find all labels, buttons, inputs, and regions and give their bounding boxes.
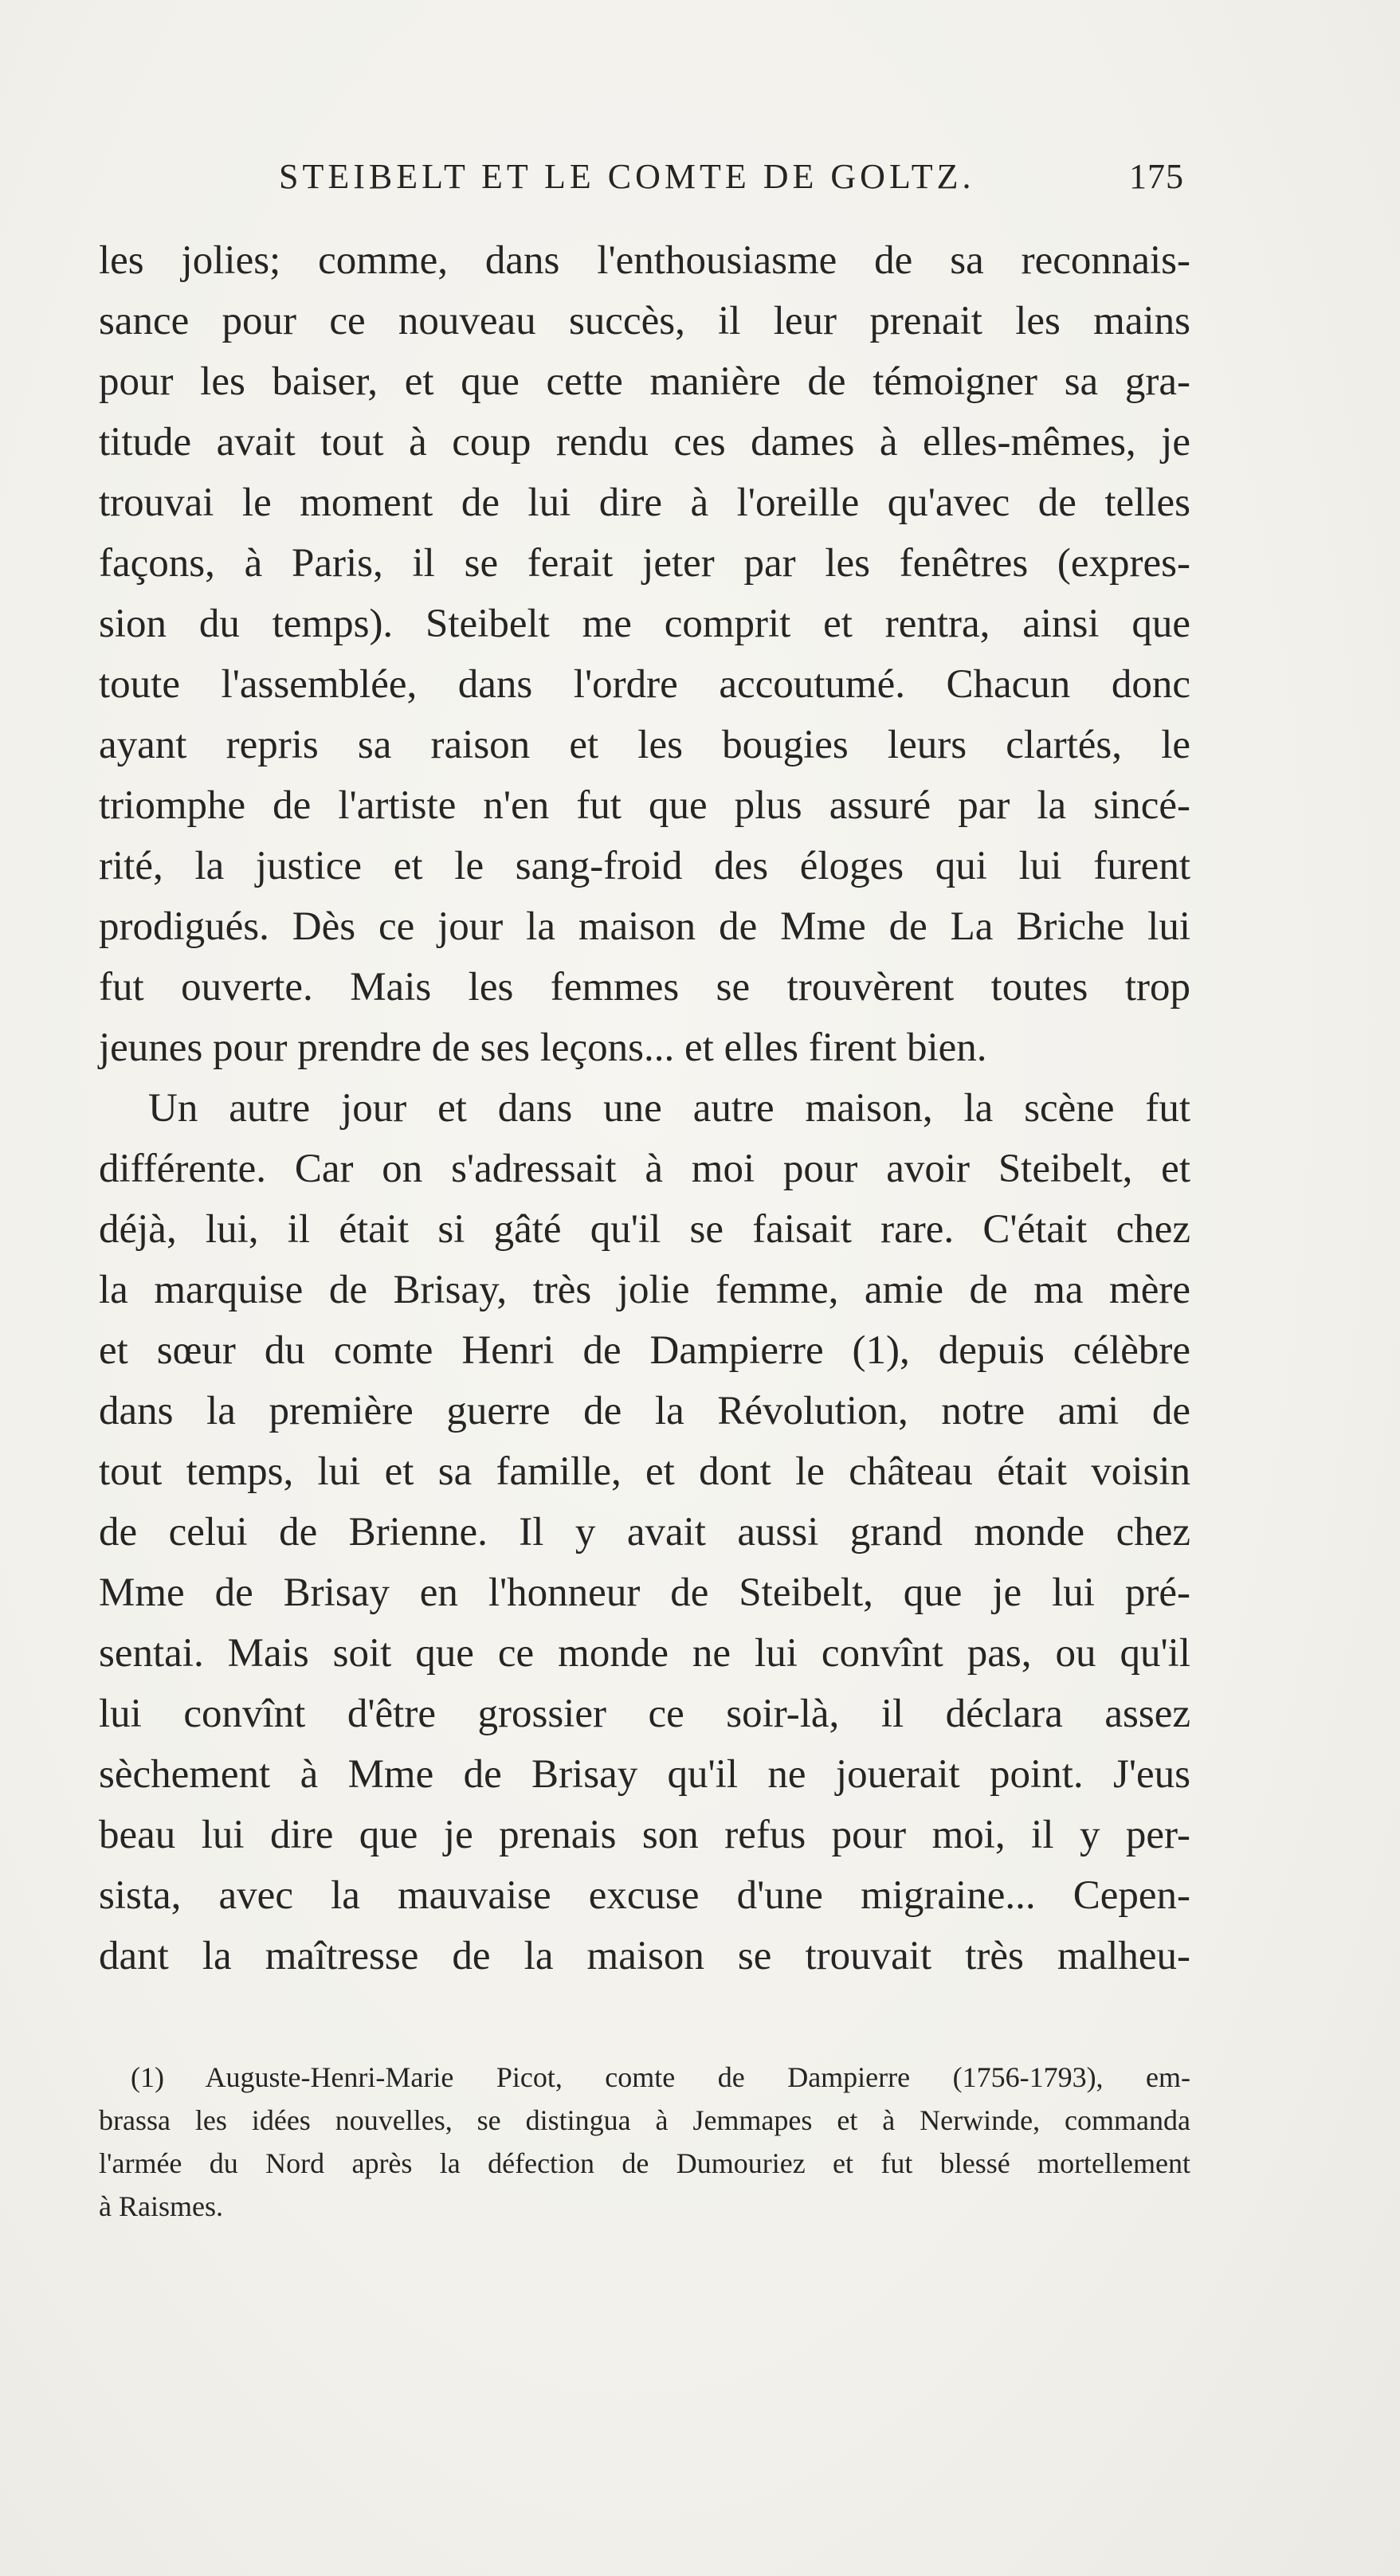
text-line: pour les baiser, et que cette manière de témoigner sa gra- bbox=[99, 359, 1190, 404]
text-line: jeunes pour prendre de ses leçons... et elles firent bien. bbox=[99, 1025, 987, 1070]
text-line: Un autre jour et dans une autre maison, la scène fut bbox=[148, 1086, 1190, 1131]
text-line: la marquise de Brisay, très jolie femme, amie de ma mère bbox=[99, 1268, 1190, 1312]
text-line: lui convînt d'être grossier ce soir-là, il déclara assez bbox=[99, 1692, 1190, 1736]
footnote-line: l'armée du Nord après la défection de Dumouriez et fut blessé mortellement bbox=[99, 2147, 1190, 2179]
text-line: Mme de Brisay en l'honneur de Steibelt, que je lui pré- bbox=[99, 1570, 1190, 1615]
text-line: dant la maîtresse de la maison se trouvait très malheu- bbox=[99, 1934, 1190, 1978]
running-title: STEIBELT ET LE COMTE DE GOLTZ. bbox=[279, 157, 975, 196]
footnote-line: à Raismes. bbox=[99, 2190, 223, 2222]
text-line: tout temps, lui et sa famille, et dont le château était voisin bbox=[99, 1449, 1190, 1494]
text-line: trouvai le moment de lui dire à l'oreille qu'avec de telles bbox=[99, 480, 1190, 525]
page-number: 175 bbox=[1129, 157, 1184, 196]
running-header bbox=[99, 156, 1184, 204]
text-line: ayant repris sa raison et les bougies leurs clartés, le bbox=[99, 723, 1190, 767]
text-line: sèchement à Mme de Brisay qu'il ne jouerait point. J'eus bbox=[99, 1752, 1190, 1797]
text-line: sista, avec la mauvaise excuse d'une migraine... Cepen- bbox=[99, 1873, 1190, 1918]
text-line: toute l'assemblée, dans l'ordre accoutumé. Chacun donc bbox=[99, 662, 1190, 707]
text-line: de celui de Brienne. Il y avait aussi grand monde chez bbox=[99, 1510, 1190, 1555]
text-line: et sœur du comte Henri de Dampierre (1), depuis célèbre bbox=[99, 1328, 1190, 1373]
text-line: différente. Car on s'adressait à moi pour avoir Steibelt, et bbox=[99, 1147, 1190, 1191]
footnote-line: brassa les idées nouvelles, se distingua à Jemmapes et à Nerwinde, commanda bbox=[99, 2104, 1190, 2136]
body-text bbox=[99, 230, 1190, 1986]
text-line: sentai. Mais soit que ce monde ne lui convînt pas, ou qu'il bbox=[99, 1631, 1190, 1676]
text-line: fut ouverte. Mais les femmes se trouvèrent toutes trop bbox=[99, 965, 1190, 1010]
text-line: dans la première guerre de la Révolution, notre ami de bbox=[99, 1389, 1190, 1433]
text-line: déjà, lui, il était si gâté qu'il se faisait rare. C'était chez bbox=[99, 1207, 1190, 1252]
text-line: sance pour ce nouveau succès, il leur prenait les mains bbox=[99, 299, 1190, 343]
text-line: rité, la justice et le sang-froid des éloges qui lui furent bbox=[99, 844, 1190, 888]
footnote-line: (1) Auguste-Henri-Marie Picot, comte de Dampierre (1756-1793), em- bbox=[131, 2061, 1190, 2093]
text-line: façons, à Paris, il se ferait jeter par les fenêtres (expres- bbox=[99, 541, 1190, 586]
text-line: titude avait tout à coup rendu ces dames à elles-mêmes, je bbox=[99, 420, 1190, 465]
footnotes bbox=[99, 2056, 1190, 2228]
text-line: prodigués. Dès ce jour la maison de Mme de La Briche lui bbox=[99, 904, 1190, 949]
text-line: triomphe de l'artiste n'en fut que plus assuré par la sincé- bbox=[99, 783, 1190, 828]
text-line: sion du temps). Steibelt me comprit et rentra, ainsi que bbox=[99, 602, 1190, 646]
text-line: les jolies; comme, dans l'enthousiasme de sa reconnais- bbox=[99, 238, 1190, 283]
text-line: beau lui dire que je prenais son refus pour moi, il y per- bbox=[99, 1813, 1190, 1857]
